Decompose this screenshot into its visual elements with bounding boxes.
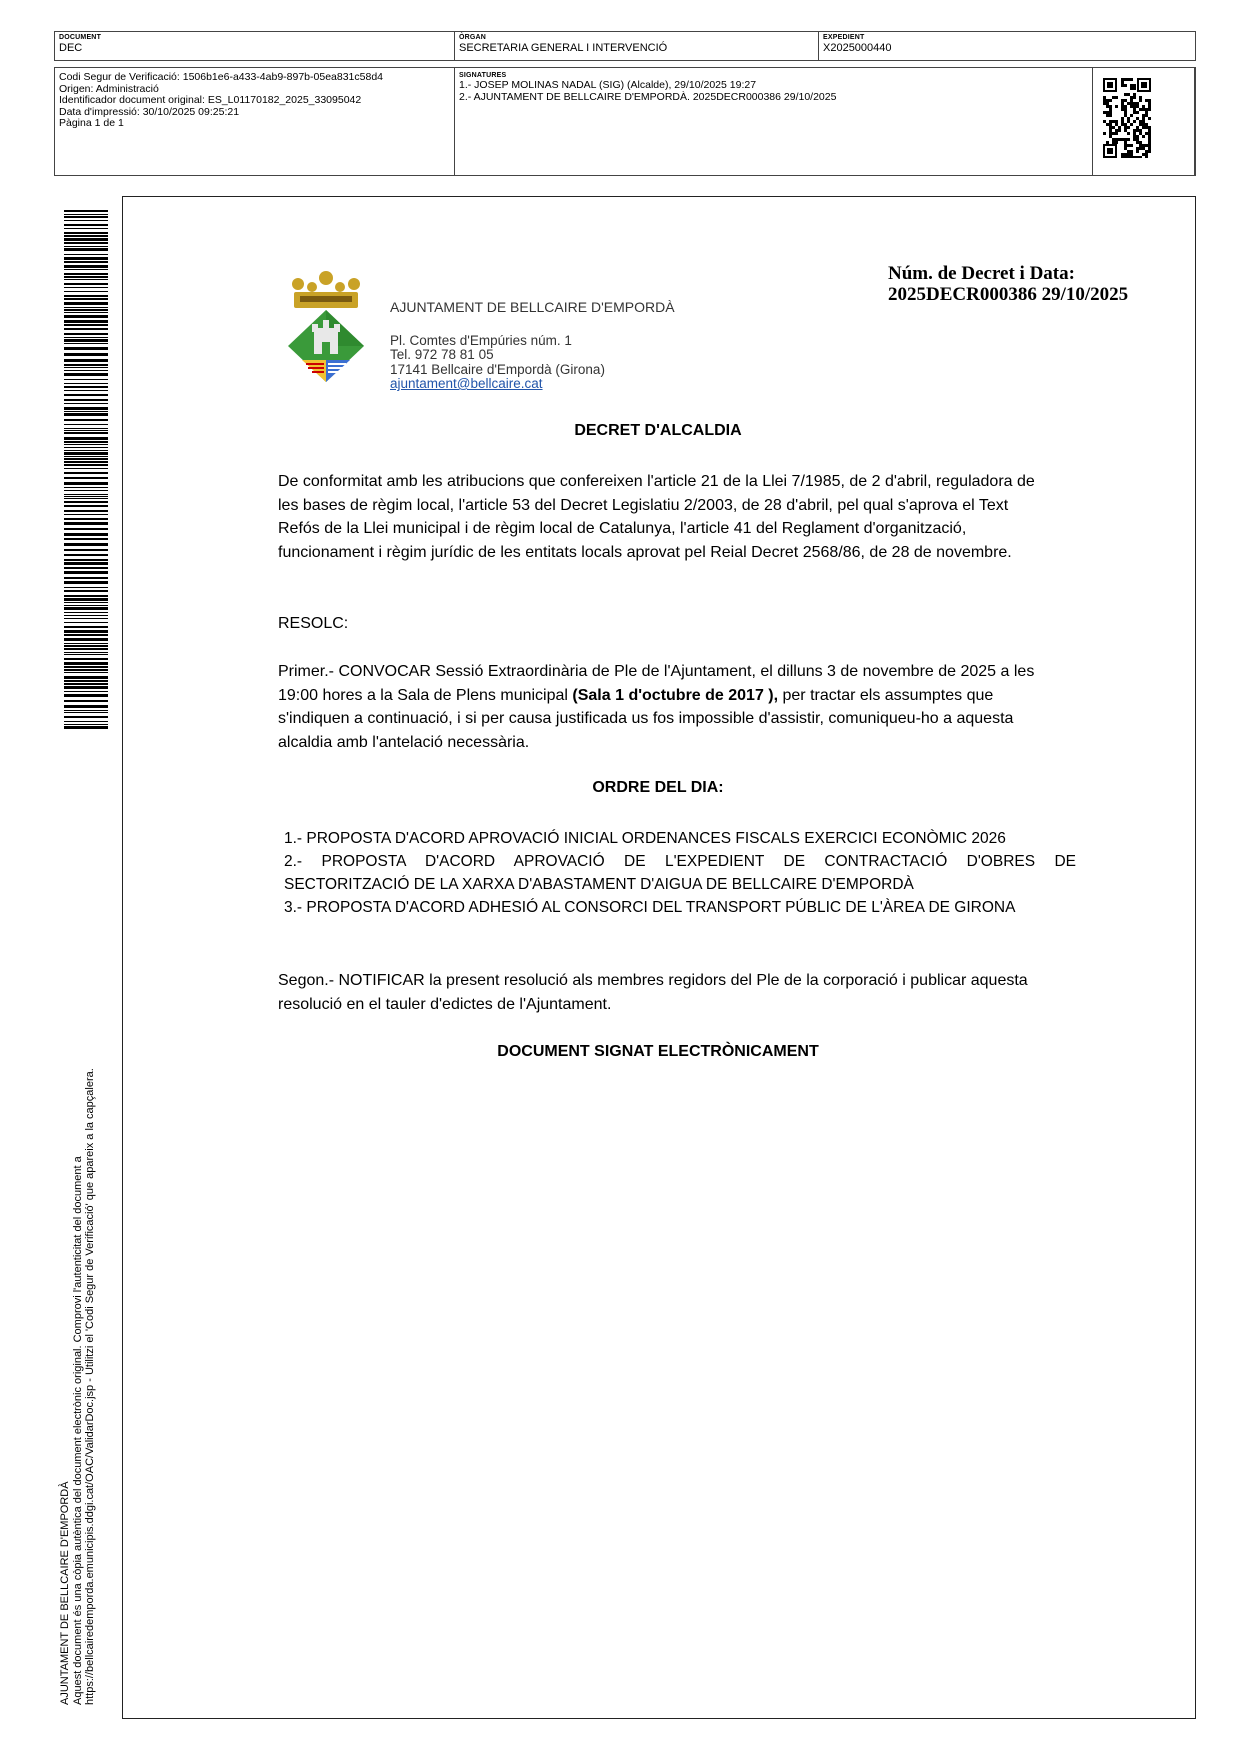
letterhead-email-link[interactable]: ajuntament@bellcaire.cat	[390, 376, 543, 391]
signed-footer: DOCUMENT SIGNAT ELECTRÒNICAMENT	[497, 1043, 819, 1060]
csv-print-date: Data d'impressió: 30/10/2025 09:25:21	[59, 105, 240, 118]
organ-cell	[455, 32, 819, 60]
csv-identifier: Identificador document original: ES_L01170182_2025_33095042	[59, 94, 362, 106]
decree-title: DECRET D'ALCALDIA	[574, 422, 742, 439]
side-text-line-3: https://bellcairedemporda.emunicipis.ddgi.cat/OAC/ValidarDoc.jsp - Utilitzi el 'Codi Segur de Verificació' que apareix a la capçalera.	[84, 1068, 96, 1705]
document-value: DEC	[59, 42, 83, 54]
csv-cell	[55, 68, 455, 175]
decree-number-label: Núm. de Decret i Data:	[888, 263, 1075, 284]
csv-origin: Origen: Administració	[59, 82, 159, 95]
order-list	[284, 827, 1076, 919]
signature-line-2: 2.- AJUNTAMENT DE BELLCAIRE D'EMPORDÀ. 2025DECR000386 29/10/2025	[459, 90, 837, 103]
side-authenticity-text	[59, 965, 97, 1705]
header-top-row	[54, 31, 1196, 61]
csv-page: Pàgina 1 de 1	[59, 117, 124, 129]
coat-of-arms-logo	[286, 270, 366, 396]
first-paragraph	[278, 660, 1038, 754]
letterhead	[390, 300, 675, 392]
letterhead-org: AJUNTAMENT DE BELLCAIRE D'EMPORDÀ	[390, 299, 675, 315]
intro-paragraph: De conformitat amb les atribucions que confereixen l'article 21 de la Llei 7/1985, de 2 d'abril, reguladora de les bases de règim local, l'article 53 del Decret Legislatiu 2/2003, de 28 d'abril, pel qual s'aprova el Text Refós de la Llei municipal i de règim local de Catalunya, l'article 41 del Reglament d'organització, funcionament i règim jurídic de les entitats locals aprovat pel Reial Decret 2568/86, de 28 de novembre.	[278, 473, 1035, 561]
csv-code: Codi Segur de Verificació: 1506b1e6-a433-4ab9-897b-05ea831c58d4	[59, 71, 383, 83]
signature-line-1: 1.- JOSEP MOLINAS NADAL (SIG) (Alcalde), 29/10/2025 19:27	[459, 79, 757, 91]
letterhead-phone: Tel. 972 78 81 05	[390, 347, 494, 362]
document-label: DOCUMENT	[59, 34, 102, 41]
second-paragraph: Segon.- NOTIFICAR la present resolució als membres regidors del Ple de la corporació i publicar aquesta resolució en el tauler d'edictes de l'Ajuntament.	[278, 972, 1028, 1013]
resolc-label: RESOLC:	[278, 615, 349, 632]
signatures-label: SIGNATURES	[459, 72, 507, 79]
letterhead-city: 17141 Bellcaire d'Empordà (Girona)	[390, 361, 605, 377]
first-text-a: Primer.- CONVOCAR Sessió Extraordinària de Ple de l'Ajuntament, el dilluns 3 de novembre de 2025 a les 19:00 hores a la Sala de Plens municipal	[278, 663, 1035, 704]
decree-number	[888, 263, 1128, 305]
expedient-label: EXPEDIENT	[823, 34, 865, 41]
organ-label: ÒRGAN	[459, 34, 487, 41]
document-cell	[55, 32, 455, 60]
order-title: ORDRE DEL DIA:	[592, 779, 724, 796]
first-text-c: per tractar els assumptes que s'indiquen a continuació, i si per causa justificada us fos impossible d'assistir, comuniqueu-ho a aquesta alcaldia amb l'antelació necessària.	[278, 686, 1014, 751]
order-item-3: 3.- PROPOSTA D'ACORD ADHESIÓ AL CONSORCI DEL TRANSPORT PÚBLIC DE L'ÀREA DE GIRONA	[284, 899, 1016, 916]
signatures-cell	[455, 68, 1093, 175]
decree-number-value: 2025DECR000386 29/10/2025	[888, 284, 1129, 305]
expedient-cell	[819, 32, 1195, 60]
first-text-sala: (Sala 1 d'octubre de 2017 ),	[572, 686, 779, 704]
barcode-icon	[64, 210, 108, 730]
header-verification-row	[54, 67, 1196, 176]
order-item-2-continued: SECTORITZACIÓ DE LA XARXA D'ABASTAMENT D'AIGUA DE BELLCAIRE D'EMPORDÀ	[284, 876, 914, 893]
side-text-line-2: Aquest document és una còpia autèntica del document electrònic original. Comprovi l'autenticitat del document a	[71, 1156, 84, 1705]
letterhead-address: Pl. Comtes d'Empúries núm. 1	[390, 332, 572, 348]
expedient-value: X2025000440	[823, 42, 892, 54]
organ-value: SECRETARIA GENERAL I INTERVENCIÓ	[459, 42, 668, 54]
order-item-1: 1.- PROPOSTA D'ACORD APROVACIÓ INICIAL ORDENANCES FISCALS EXERCICI ECONÒMIC 2026	[284, 830, 1006, 847]
side-text-line-1: AJUNTAMENT DE BELLCAIRE D'EMPORDÀ	[59, 1481, 71, 1705]
qr-code-icon	[1103, 78, 1151, 158]
order-item-2: 2.- PROPOSTA D'ACORD APROVACIÓ DE L'EXPEDIENT DE CONTRACTACIÓ D'OBRES DE	[284, 853, 1076, 870]
